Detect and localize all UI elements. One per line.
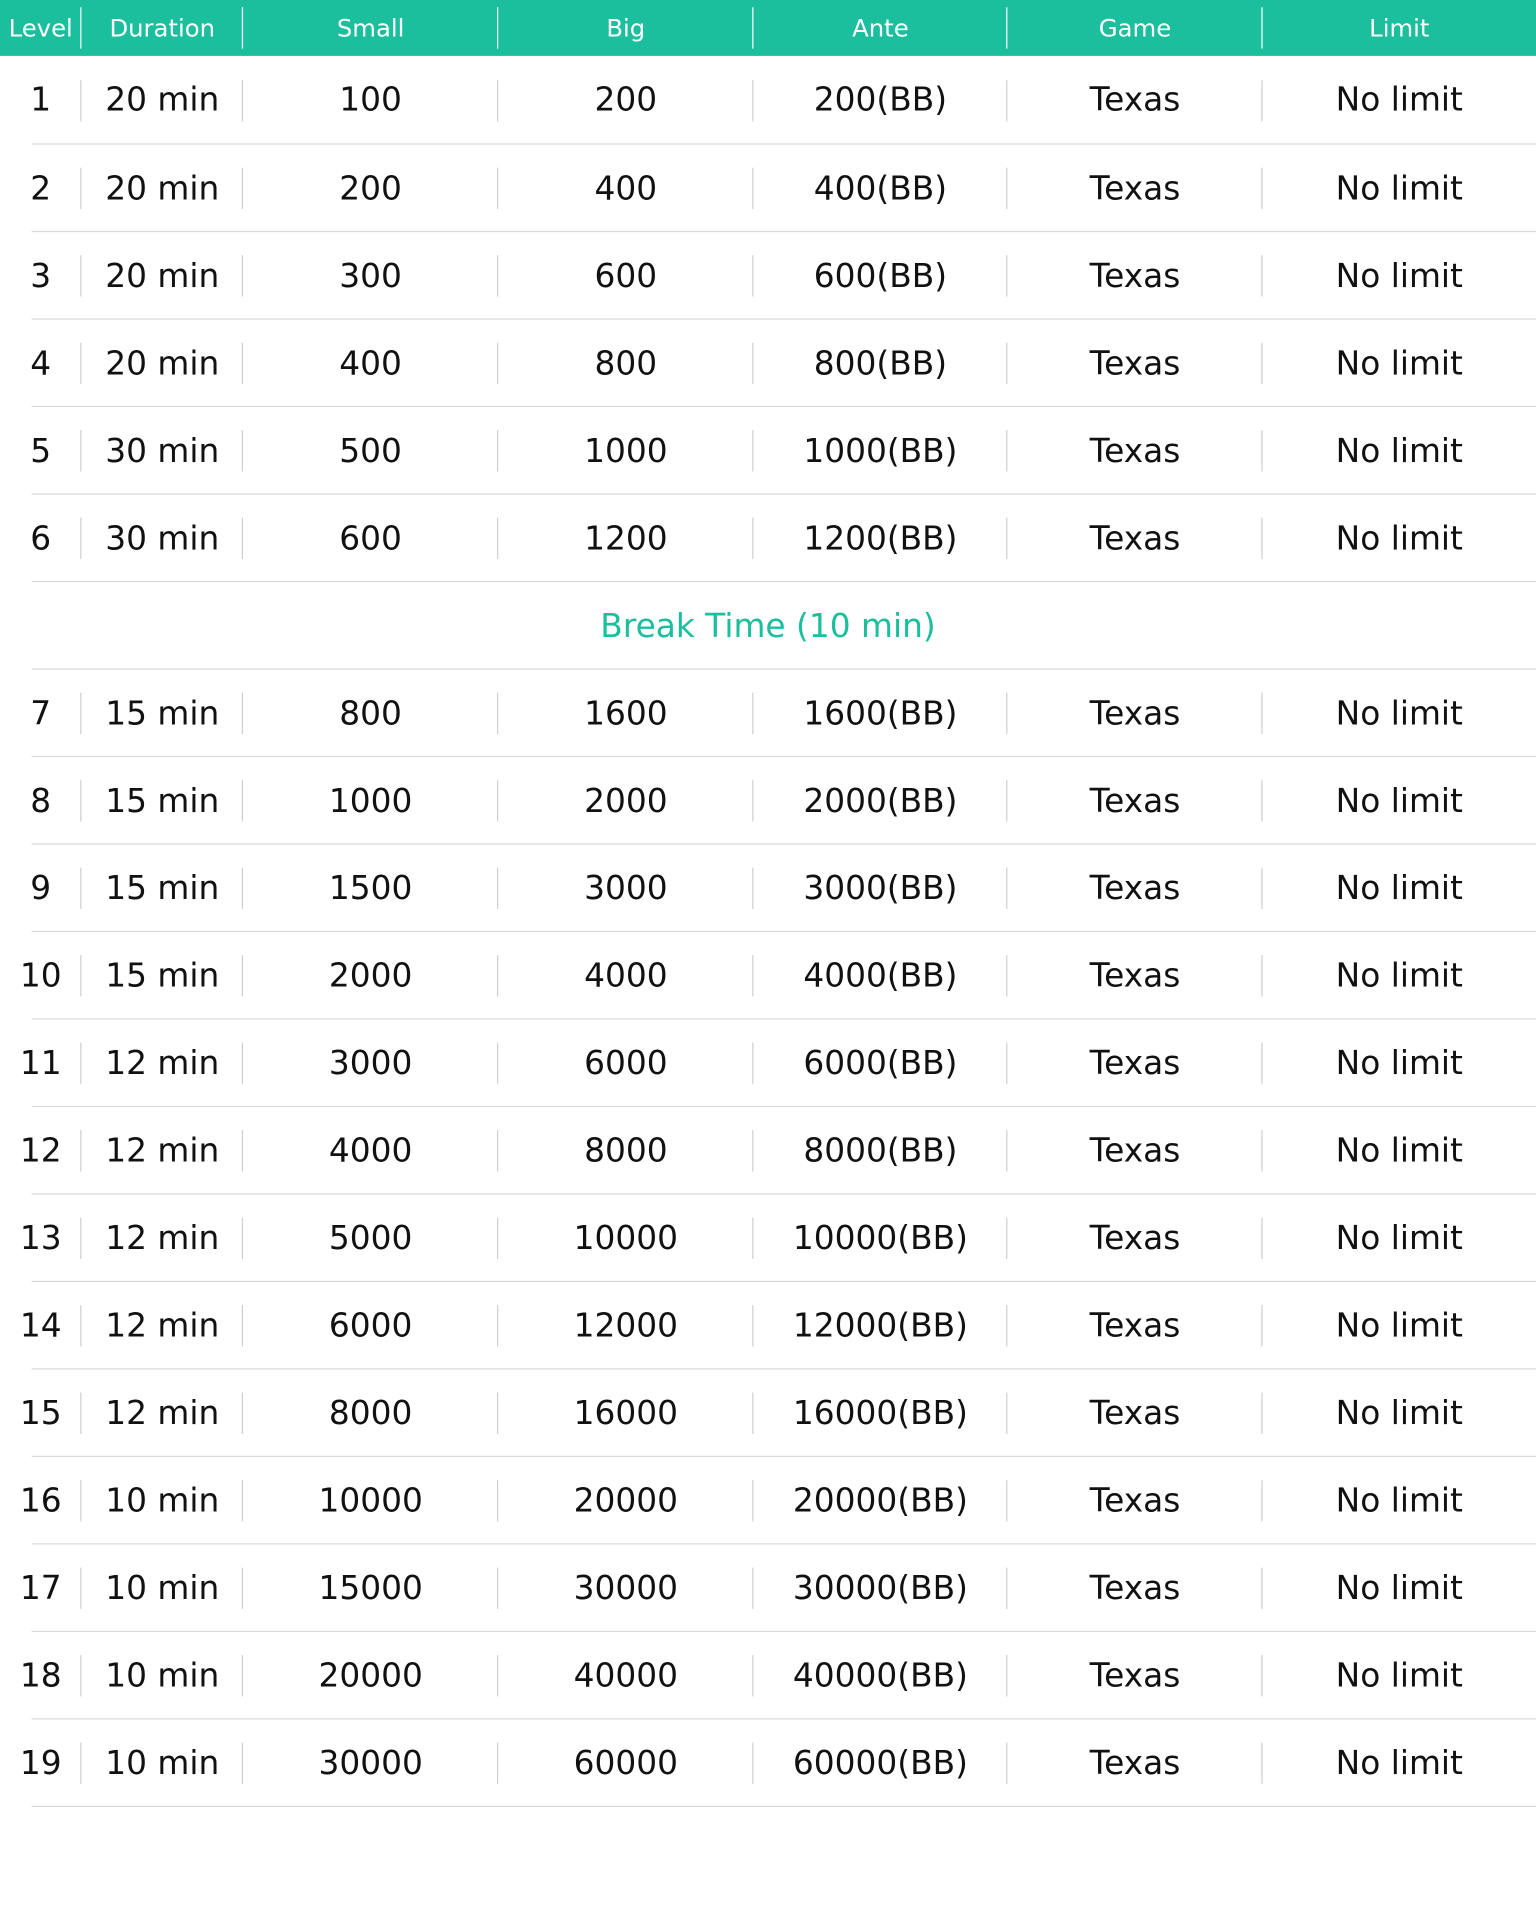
table-row	[0, 670, 1536, 757]
cell-limit: No limit	[1335, 344, 1463, 383]
table-row	[0, 1545, 1536, 1632]
table-row	[0, 1632, 1536, 1719]
cell-small-blind: 8000	[243, 1370, 498, 1457]
cell-big-blind: 3000	[498, 845, 753, 932]
cell-game: Texas	[1007, 670, 1262, 757]
cell-ante: 600(BB)	[753, 232, 1007, 319]
cell-limit: No limit	[1335, 257, 1463, 295]
table-header	[0, 0, 1536, 56]
cell-small-blind: 600	[243, 495, 498, 582]
cell-limit: No limit	[1335, 1481, 1463, 1520]
cell-small-blind: 500	[243, 407, 498, 494]
cell-game: Texas	[1007, 1457, 1262, 1544]
cell-small-blind: 10000	[243, 1457, 498, 1544]
cell-game: Texas	[1007, 1282, 1262, 1369]
cell-small-blind: 400	[243, 320, 498, 407]
cell-level: 4	[0, 320, 81, 407]
cell-big-blind: 1200	[498, 495, 753, 582]
cell-ante: 3000(BB)	[753, 845, 1007, 932]
cell-duration: 12 min	[81, 1020, 243, 1107]
cell-big-blind: 12000	[498, 1282, 753, 1369]
cell-duration: 10 min	[81, 1632, 243, 1719]
cell-level: 14	[0, 1282, 81, 1369]
cell-level: 15	[0, 1370, 81, 1457]
cell-game: Texas	[1007, 407, 1262, 494]
table-row	[0, 1457, 1536, 1544]
cell-big-blind: 10000	[498, 1195, 753, 1282]
cell-duration: 12 min	[81, 1107, 243, 1194]
cell-big-blind: 20000	[498, 1457, 753, 1544]
cell-duration: 20 min	[81, 232, 243, 319]
cell-big-blind: 600	[498, 232, 753, 319]
header-big-blind: Big	[498, 0, 753, 56]
cell-ante: 60000(BB)	[753, 1720, 1007, 1807]
table-row	[0, 145, 1536, 232]
table-row	[0, 1282, 1536, 1369]
cell-small-blind: 3000	[243, 1020, 498, 1107]
table-row	[0, 495, 1536, 582]
cell-level: 5	[0, 407, 81, 494]
cell-game: Texas	[1007, 1107, 1262, 1194]
cell-level: 9	[0, 845, 81, 932]
cell-duration: 12 min	[81, 1282, 243, 1369]
cell-game: Texas	[1007, 1720, 1262, 1807]
cell-big-blind: 16000	[498, 1370, 753, 1457]
cell-big-blind: 1600	[498, 670, 753, 757]
cell-game: Texas	[1007, 845, 1262, 932]
cell-ante: 16000(BB)	[753, 1370, 1007, 1457]
cell-big-blind: 8000	[498, 1107, 753, 1194]
cell-duration: 12 min	[81, 1195, 243, 1282]
cell-duration: 15 min	[81, 932, 243, 1019]
cell-game: Texas	[1007, 232, 1262, 319]
cell-ante: 10000(BB)	[753, 1195, 1007, 1282]
cell-duration: 20 min	[81, 145, 243, 232]
table-row	[0, 1107, 1536, 1194]
table-row	[0, 1370, 1536, 1457]
cell-level: 16	[0, 1457, 81, 1544]
cell-ante: 30000(BB)	[753, 1545, 1007, 1632]
cell-ante: 4000(BB)	[753, 932, 1007, 1019]
cell-level: 17	[0, 1545, 81, 1632]
cell-big-blind: 60000	[498, 1720, 753, 1807]
cell-limit: No limit	[1335, 1656, 1463, 1695]
header-duration: Duration	[81, 0, 243, 56]
cell-big-blind: 2000	[498, 757, 753, 844]
cell-ante: 8000(BB)	[753, 1107, 1007, 1194]
table-row	[0, 320, 1536, 407]
cell-level: 19	[0, 1720, 81, 1807]
cell-ante: 20000(BB)	[753, 1457, 1007, 1544]
cell-small-blind: 100	[243, 56, 498, 145]
cell-small-blind: 4000	[243, 1107, 498, 1194]
table-row	[0, 56, 1536, 145]
cell-level: 10	[0, 932, 81, 1019]
cell-big-blind: 400	[498, 145, 753, 232]
cell-limit: No limit	[1335, 519, 1463, 558]
cell-limit: No limit	[1335, 781, 1463, 820]
cell-level: 6	[0, 495, 81, 582]
cell-game: Texas	[1007, 1545, 1262, 1632]
cell-small-blind: 2000	[243, 932, 498, 1019]
cell-level: 18	[0, 1632, 81, 1719]
cell-game: Texas	[1007, 1370, 1262, 1457]
cell-duration: 15 min	[81, 757, 243, 844]
cell-limit: No limit	[1335, 1306, 1463, 1345]
cell-limit: No limit	[1335, 694, 1463, 733]
cell-game: Texas	[1007, 320, 1262, 407]
table-row	[0, 1020, 1536, 1107]
header-game: Game	[1007, 0, 1262, 56]
table-row	[0, 1195, 1536, 1282]
cell-small-blind: 800	[243, 670, 498, 757]
header-level: Level	[0, 0, 81, 56]
levels-before-break	[0, 56, 1536, 582]
cell-duration: 30 min	[81, 407, 243, 494]
cell-ante: 6000(BB)	[753, 1020, 1007, 1107]
cell-level: 13	[0, 1195, 81, 1282]
table-row	[0, 757, 1536, 844]
break-time-row	[0, 582, 1536, 669]
cell-duration: 12 min	[81, 1370, 243, 1457]
cell-level: 1	[0, 56, 81, 145]
cell-small-blind: 300	[243, 232, 498, 319]
cell-level: 8	[0, 757, 81, 844]
cell-small-blind: 15000	[243, 1545, 498, 1632]
cell-duration: 20 min	[81, 56, 243, 145]
cell-game: Texas	[1007, 1632, 1262, 1719]
cell-limit: No limit	[1335, 956, 1463, 995]
cell-duration: 15 min	[81, 845, 243, 932]
cell-game: Texas	[1007, 145, 1262, 232]
cell-ante: 1600(BB)	[753, 670, 1007, 757]
cell-limit: No limit	[1335, 81, 1463, 120]
cell-level: 11	[0, 1020, 81, 1107]
header-ante: Ante	[753, 0, 1007, 56]
cell-limit: No limit	[1335, 1044, 1463, 1083]
cell-big-blind: 40000	[498, 1632, 753, 1719]
cell-big-blind: 800	[498, 320, 753, 407]
cell-small-blind: 6000	[243, 1282, 498, 1369]
table-row	[0, 845, 1536, 932]
levels-after-break	[0, 670, 1536, 1807]
cell-limit: No limit	[1335, 1219, 1463, 1258]
break-time-label: Break Time (10 min)	[600, 606, 936, 645]
cell-limit: No limit	[1335, 432, 1463, 470]
header-limit: Limit	[1369, 13, 1430, 43]
cell-limit: No limit	[1335, 169, 1463, 208]
cell-limit: No limit	[1335, 869, 1463, 908]
cell-game: Texas	[1007, 757, 1262, 844]
cell-ante: 400(BB)	[753, 145, 1007, 232]
cell-small-blind: 1000	[243, 757, 498, 844]
cell-ante: 40000(BB)	[753, 1632, 1007, 1719]
cell-level: 3	[0, 232, 81, 319]
table-row	[0, 232, 1536, 319]
table-row	[0, 932, 1536, 1019]
cell-big-blind: 30000	[498, 1545, 753, 1632]
cell-small-blind: 200	[243, 145, 498, 232]
cell-ante: 200(BB)	[753, 56, 1007, 145]
table-row	[0, 407, 1536, 494]
cell-duration: 15 min	[81, 670, 243, 757]
cell-game: Texas	[1007, 56, 1262, 145]
header-small-blind: Small	[243, 0, 498, 56]
cell-duration: 10 min	[81, 1457, 243, 1544]
cell-big-blind: 6000	[498, 1020, 753, 1107]
cell-ante: 12000(BB)	[753, 1282, 1007, 1369]
cell-duration: 30 min	[81, 495, 243, 582]
cell-limit: No limit	[1335, 1569, 1463, 1608]
cell-limit: No limit	[1335, 1131, 1463, 1170]
cell-limit: No limit	[1335, 1744, 1463, 1783]
cell-level: 12	[0, 1107, 81, 1194]
cell-game: Texas	[1007, 1195, 1262, 1282]
cell-duration: 20 min	[81, 320, 243, 407]
cell-ante: 800(BB)	[753, 320, 1007, 407]
cell-big-blind: 200	[498, 56, 753, 145]
cell-level: 2	[0, 145, 81, 232]
table-row	[0, 1720, 1536, 1807]
cell-small-blind: 30000	[243, 1720, 498, 1807]
table-body	[0, 56, 1536, 1807]
cell-duration: 10 min	[81, 1545, 243, 1632]
cell-game: Texas	[1007, 932, 1262, 1019]
cell-duration: 10 min	[81, 1720, 243, 1807]
cell-big-blind: 1000	[498, 407, 753, 494]
cell-small-blind: 1500	[243, 845, 498, 932]
cell-ante: 2000(BB)	[753, 757, 1007, 844]
cell-limit: No limit	[1335, 1394, 1463, 1433]
cell-small-blind: 20000	[243, 1632, 498, 1719]
cell-big-blind: 4000	[498, 932, 753, 1019]
cell-ante: 1200(BB)	[753, 495, 1007, 582]
cell-game: Texas	[1007, 495, 1262, 582]
cell-ante: 1000(BB)	[753, 407, 1007, 494]
cell-small-blind: 5000	[243, 1195, 498, 1282]
cell-level: 7	[0, 670, 81, 757]
cell-game: Texas	[1007, 1020, 1262, 1107]
